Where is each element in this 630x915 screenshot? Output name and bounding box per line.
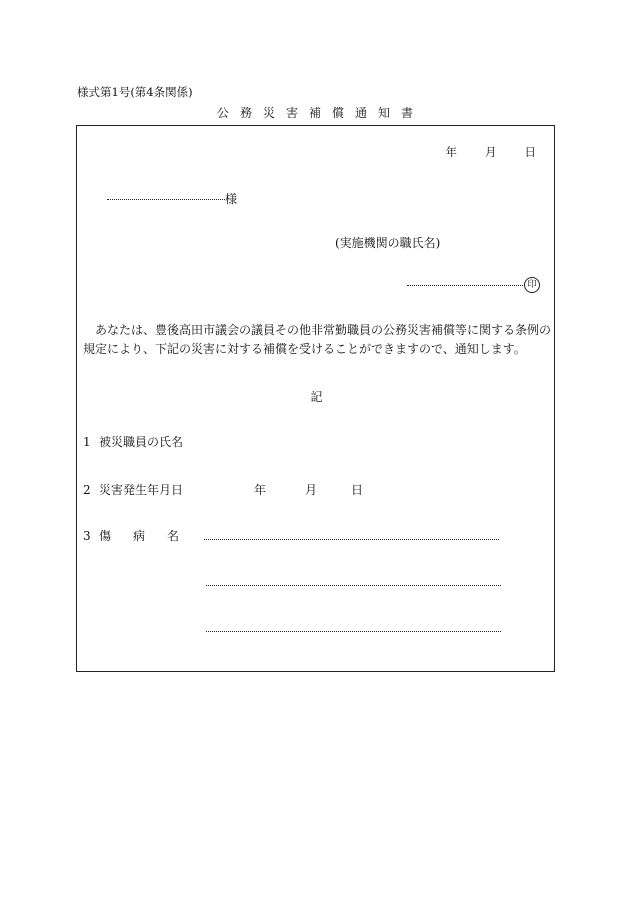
label-char: 病 bbox=[133, 529, 146, 543]
title-char: 害 bbox=[285, 106, 298, 120]
accident-month-label: 月 bbox=[305, 483, 318, 497]
label-char: 名 bbox=[167, 529, 180, 543]
title-char: 通 bbox=[355, 106, 368, 120]
addressee-line bbox=[107, 190, 237, 207]
item-accident-date bbox=[83, 481, 383, 498]
ki-heading: 記 bbox=[310, 390, 323, 404]
title-char: 災 bbox=[262, 106, 275, 120]
title-char: 公 bbox=[216, 106, 229, 120]
label-char: 傷 bbox=[99, 529, 112, 543]
injury-name-field-1[interactable] bbox=[204, 539, 499, 540]
title-char: 償 bbox=[332, 106, 345, 120]
injury-name-field-2[interactable] bbox=[206, 585, 501, 586]
addressee-name-field[interactable] bbox=[107, 199, 225, 200]
item-number: 2 bbox=[83, 483, 91, 497]
title-char: 知 bbox=[378, 106, 391, 120]
accident-year-label: 年 bbox=[254, 483, 267, 497]
item-injury-name bbox=[83, 527, 179, 544]
date-month-label: 月 bbox=[485, 145, 497, 159]
item-label: 被災職員の氏名 bbox=[99, 435, 184, 449]
form-frame bbox=[76, 125, 555, 672]
agency-name-field[interactable] bbox=[407, 285, 523, 286]
item-label: 災害発生年月日 bbox=[99, 483, 184, 497]
date-day-label: 日 bbox=[524, 145, 536, 159]
agency-signature-line bbox=[407, 277, 540, 293]
issue-date bbox=[446, 144, 537, 160]
form-number: 様式第1号(第4条関係) bbox=[77, 85, 193, 99]
title-char: 務 bbox=[239, 106, 252, 120]
notice-body-line: あなたは、豊後高田市議会の議員その他非常勤職員の公務災害補償等に関する条例の bbox=[95, 323, 552, 337]
item-label bbox=[99, 529, 179, 543]
item-number: 3 bbox=[83, 529, 91, 543]
item-victim-name bbox=[83, 433, 183, 450]
addressee-suffix: 様 bbox=[225, 192, 238, 206]
seal-mark: 印 bbox=[524, 277, 540, 293]
title-char: 書 bbox=[401, 106, 414, 120]
notice-body bbox=[83, 321, 553, 359]
agency-label: (実施機関の職氏名) bbox=[335, 236, 441, 250]
document-title bbox=[0, 104, 630, 121]
date-year-label: 年 bbox=[445, 145, 457, 159]
accident-day-label: 日 bbox=[351, 483, 364, 497]
item-number: 1 bbox=[83, 435, 91, 449]
title-char: 補 bbox=[308, 106, 321, 120]
injury-name-field-3[interactable] bbox=[206, 631, 501, 632]
notice-body-line: 規定により、下記の災害に対する補償を受けることができますので、通知します。 bbox=[83, 342, 526, 356]
